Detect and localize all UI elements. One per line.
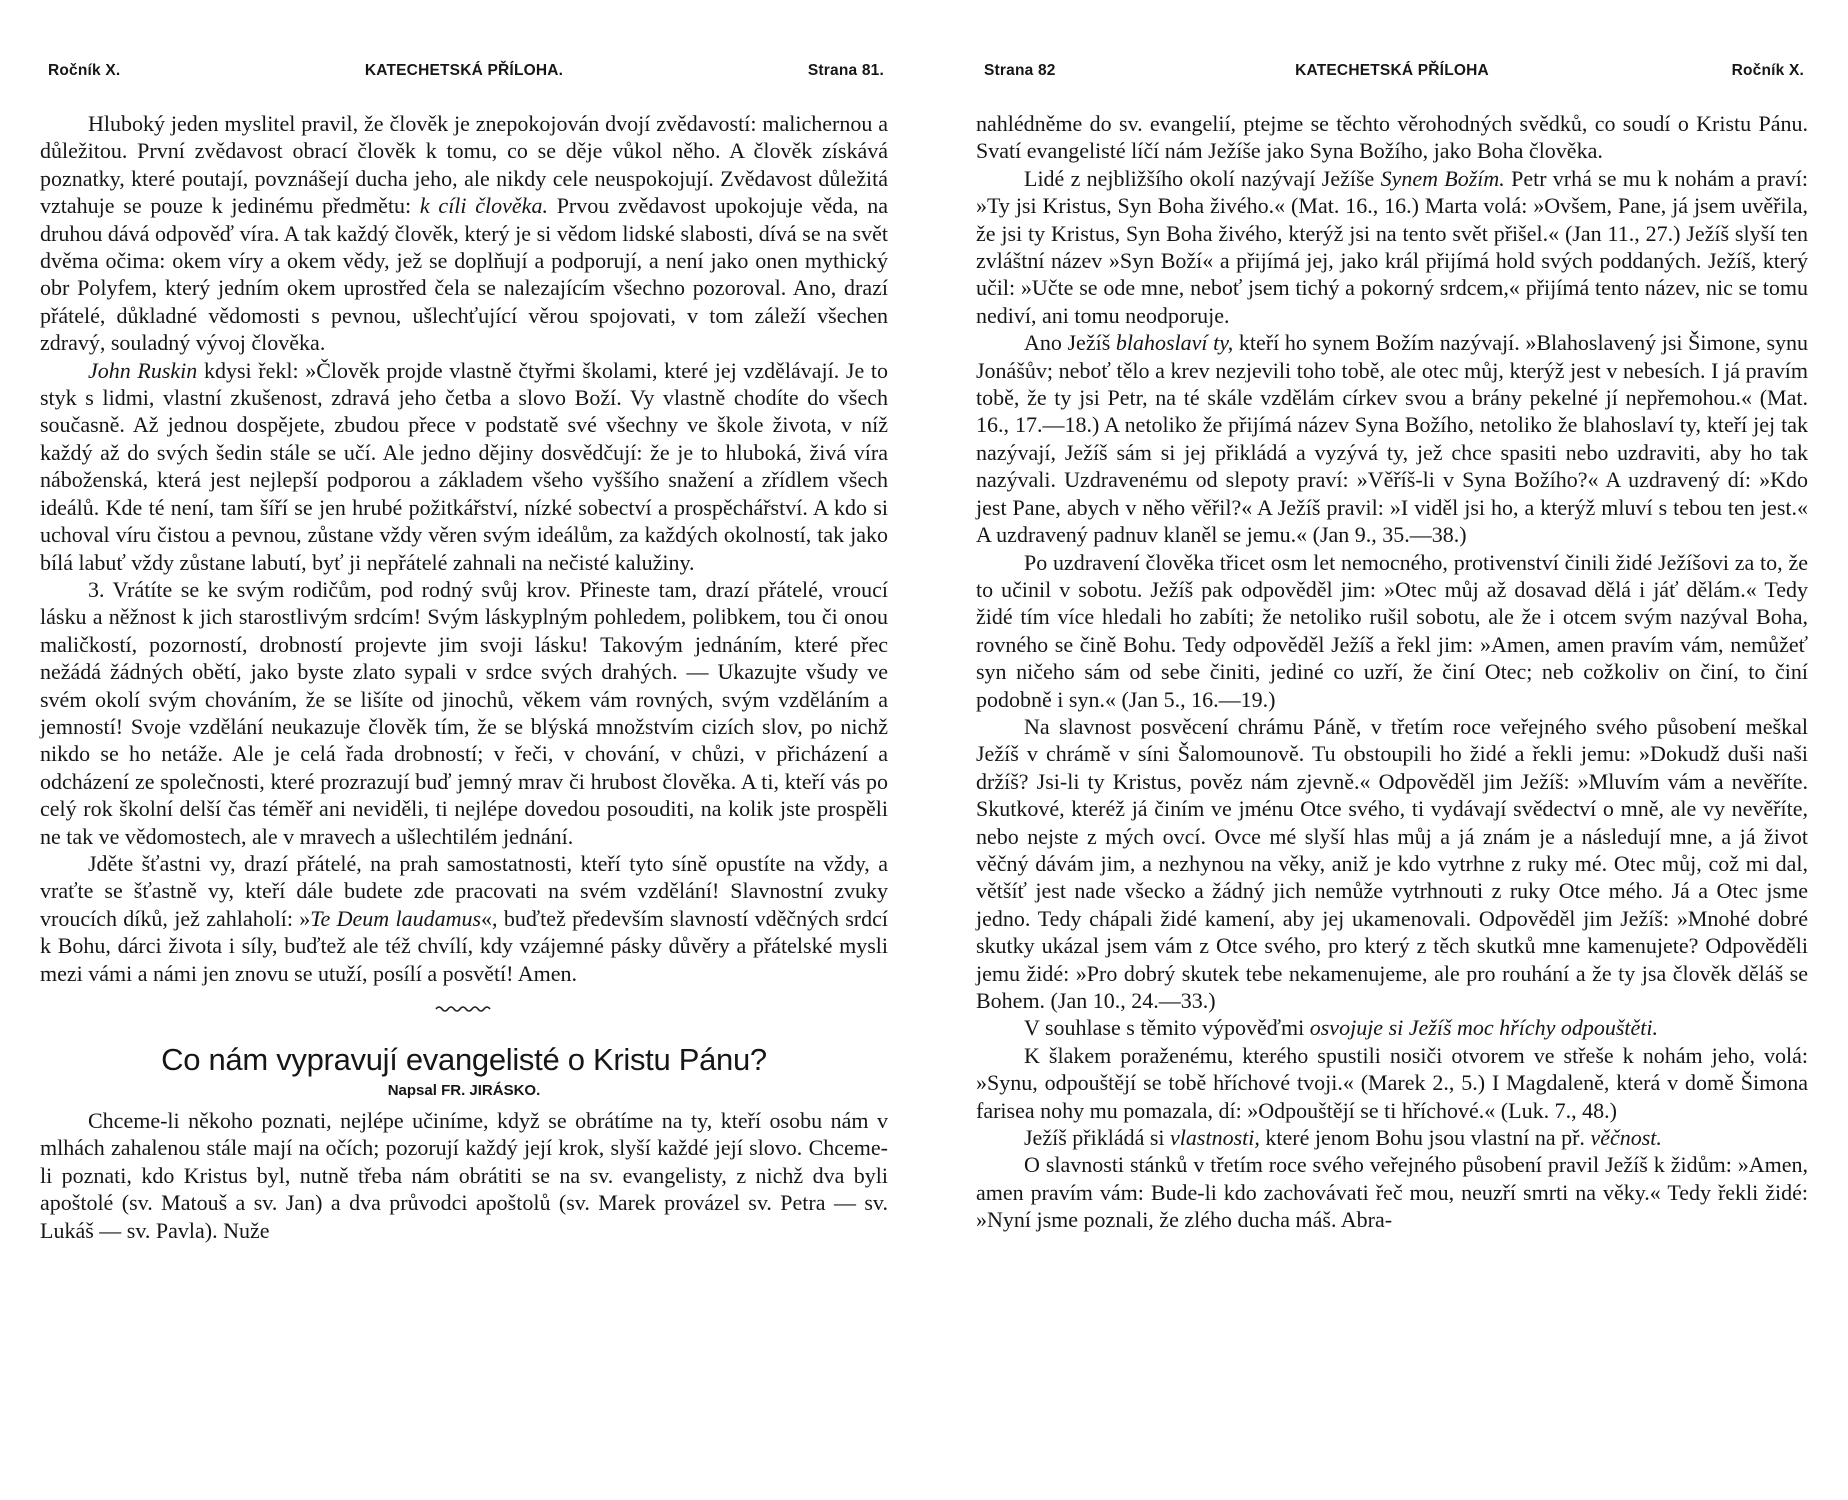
emphasis-run: vlastnosti, xyxy=(1170,1125,1260,1151)
article-byline: Napsal FR. JIRÁSKO. xyxy=(387,1082,541,1099)
text-run: V souhlase s těmito výpověďmi xyxy=(1024,1015,1310,1041)
left-page xyxy=(40,0,888,1500)
paragraph xyxy=(40,850,888,987)
text-run: Ano Ježíš xyxy=(1024,330,1116,356)
text-run: které jenom Bohu jsou vlastní na př. xyxy=(1259,1125,1591,1151)
text-run: kdysi řekl: »Člověk projde vlastně čtyřmi školami, které jej vzdělávají. Je to styk s lidmi, vlastní zkušenost, zdravá jeho četba a slovo Boží. Vy vlastně chodíte do všech současně. Až jednou dospějete, zbudou přece v podstatě své všechny ve škole života, v níž každý až do svých šedin stále se učí. Ale jedno dějiny dosvědčují: že je to hluboká, živá víra náboženská, která jest nejlepší podporou a základem všeho vyššího snažení a zřídlem všech ideálů. Kde té není, tam šíří se jen hrubé požitkářství, nízké sobectví a prospěchářství. A kdo si uchoval víru čistou a pevnou, zůstane vždy věren svým ideálům, za každých okolností, tak jako bílá labuť vždy zůstane labutí, byť ji nepřátelé zahnali na nečisté kalužiny. xyxy=(40,357,888,575)
text-run: Na slavnost posvěcení chrámu Páně, v třetím roce veřejného svého působení meškal Ježíš v chrámě v síni Šalomounově. Tu obstoupili ho židé a řekli jemu: »Dokudž duši naši držíš? Jsi-li ty Kristus, pověz nám zjevně.« Odpověděl jim Ježíš: »Mluvím vám a nevěříte. Skutkové, kteréž já činím ve jménu Otce svého, ti vydávají svědectví o mně, ale vy nevěříte, nebo nejste z mých ovcí. Ovce mé slyší hlas můj a já znám je a následují mne, a já život věčný dávám jim, a nezhynou na věky, aniž je kdo vytrhne z ruky mé. Otec můj, což mi dal, většíť jest nade všecko a žádný jich nemůže vytrhnouti z ruky Otce mého. Já a Otec jsme jedno. Tedy chápali židé kamení, aby jej ukamenovali. Odpověděl jim Ježíš: »Mnohé dobré skutky ukázal jsem vám z Otce svého, pro který z těch skutků mne kamenujete? Odpověděli jemu židé: »Pro dobrý skutek tebe nekamenujeme, ale pro rouhání a že ty jsa člověk děláš se Bohem. (Jan 10., 24.—33.) xyxy=(976,713,1808,1013)
text-run: Po uzdravení člověka třicet osm let nemocného, protivenství činili židé Ježíšovi za to, že to učinil v sobotu. Ježíš pak odpověděl jim: »Otec můj až dosavad dělá i jáť dělám.« Tedy židé tím více hledali ho zabíti; že netoliko rušil sobotu, ale že i otcem svým nazýval Boha, rovného se čině Bohu. Tedy odpověděl Ježíš a řekl jim: »Amen, amen pravím vám, nemůžeť syn ničeho sám od sebe činiti, jediné co uzří, že činí Otec; neb cožkoliv on činí, to činí podobně i syn.« (Jan 5., 16.—19.) xyxy=(976,549,1808,712)
page-number: Strana 81. xyxy=(807,62,884,79)
emphasis-run: Synem Božím. xyxy=(1380,165,1505,191)
page-body xyxy=(40,110,888,1244)
emphasis-run: věčnost. xyxy=(1590,1125,1662,1151)
page-body xyxy=(976,110,1808,1234)
paragraph xyxy=(976,1151,1808,1233)
text-run: Prvou zvědavost upokojuje věda, na druhou dává odpověď víra. A tak každý člověk, který je si vědom lidské slabosti, dívá se na svět dvěma očima: okem víry a okem vědy, jež se doplňují a podporují, a není jako onen mythický obr Polyfem, který jedním okem uprostřed čela se nalezajícím všechno pozoroval. Ano, drazí přátelé, důkladné vědomosti s pevnou, ušlechťující věrou spojovati, v tom záleží všechen zdravý, souladný vývoj člověka. xyxy=(40,193,888,356)
text-run: nahlédněme do sv. evangelií, ptejme se těchto věrohodných svědků, co soudí o Kristu Pánu. Svatí evangelisté líčí nám Ježíše jako Syna Božího, jako Boha člověka. xyxy=(976,111,1808,164)
text-run: «, buďtež především slavností vděčných srdcí k Bohu, dárci života i síly, buďtež ale též chvílí, kdy vzájemné pásky důvěry a přátelské mysli mezi vámi a námi jen znovu se utuží, posílí a posvětí! Amen. xyxy=(40,905,888,986)
emphasis-run: blahoslaví ty, xyxy=(1115,330,1234,356)
paragraph xyxy=(976,329,1808,548)
right-page xyxy=(976,0,1808,1500)
running-header xyxy=(976,62,1808,86)
paragraph xyxy=(976,1014,1808,1041)
paragraph xyxy=(976,1124,1808,1151)
journal-title: KATECHETSKÁ PŘÍLOHA. xyxy=(364,62,564,79)
text-run: Ježíš přikládá si xyxy=(1024,1125,1171,1151)
text-run: Lidé z nejbližšího okolí nazývají Ježíše xyxy=(1024,165,1381,191)
text-run: 3. Vrátíte se ke svým rodičům, pod rodný svůj krov. Přineste tam, drazí přátelé, vroucí lásku a něžnost k jich starostlivým srdcím! Svým láskyplným pohledem, polibkem, tou či onou maličkostí, pozorností, drobností projevte jim svoji lásku! Takovým jednáním, které přec nežádá žádných obětí, jako byste zlato sypali v srdce svých drahých. — Ukazujte všudy ve svém okolí svým chováním, že se lišíte od jinochů, věkem vám rovných, svým vzděláním a jemností! Svoje vzdělání neukazuje člověk tím, že se blýská množstvím cizích slov, po nichž nikdo se ho netáže. Ale je celá řada drobností; v řeči, v chování, v chůzi, v přicházení a odcházení ze společnosti, které prozrazují buď jemný mrav či hrubost člověka. A ti, kteří vás po celý rok školní delší čas téměř ani neviděli, ti nejlépe dovedou posouditi, na kolik jste prospěli ne tak ve vědomostech, ale v mravech a ušlechtilém jednání. xyxy=(40,576,888,849)
text-run: kteří ho synem Božím nazývají. »Blahoslavený jsi Šimone, synu Jonášův; neboť tělo a krev nezjevili toho tobě, ale otec můj, kterýž jest v nebesích. I já pravím tobě, že ty jsi Petr, na té skále vzdělám církev svou a brány pekelné jí nepřemohou.« (Mat. 16., 17.—18.) A netoliko že přijímá název Syna Božího, netoliko že blahoslaví ty, kteří jej tak nazývají, Ježíš sám si jej přikládá a vyzývá ty, jež chce spasiti nebo uzdraviti, aby ho tak nazývali. Uzdravenému od slepoty praví: »Věříš-li v Syna Božího?« A uzdravený dí: »Kdo jest Pane, abych v něho věřil?« A Ježíš pravil: »I viděl jsi ho, a kterýž mluví s tebou ten jest.« A uzdravený padnuv klaněl se jemu.« (Jan 9., 35.—38.) xyxy=(976,330,1809,548)
article-title: Co nám vypravují evangelisté o Kristu Pánu? xyxy=(161,1042,767,1077)
volume-label: Ročník X. xyxy=(1731,62,1804,79)
emphasis-run: John Ruskin xyxy=(88,357,198,383)
text-run: Hluboký jeden myslitel pravil, že člověk je znepokojován dvojí zvědavostí: malichernou a důležitou. První zvědavost obrací člověk k tomu, co se děje vůkol něho. A člověk získává poznatky, které poutají, povznášejí ducha jeho, ale nikdy cele neuspokojují. Zvědavost důležitá vztahuje se pouze k jedinému předmětu: xyxy=(40,111,888,219)
paragraph xyxy=(976,165,1808,329)
text-run: O slavnosti stánků v třetím roce svého veřejného působení pravil Ježíš k židům: »Amen, amen pravím vám: Bude-li kdo zachovávati řeč mou, neuzří smrti na věky.« Tedy řekli židé: »Nyní jsme poznali, že zlého ducha máš. Abra- xyxy=(976,1152,1808,1233)
running-header xyxy=(40,62,888,86)
paragraph xyxy=(40,110,888,357)
emphasis-run: k cíli člověka. xyxy=(419,193,548,219)
volume-label: Ročník X. xyxy=(48,62,121,79)
paragraph xyxy=(976,1042,1808,1124)
paragraph xyxy=(976,713,1808,1014)
emphasis-run: Te Deum laudamus xyxy=(310,905,482,931)
paragraph xyxy=(40,357,888,576)
section-divider-ornament xyxy=(40,987,888,1031)
article-intro-paragraph: Chceme-li někoho poznati, nejlépe učiníme, když se obrátíme na ty, kteří osobu nám v mlhách zahalenou stále mají na očích; pozorují každý její krok, slyší každé její slovo. Chceme-li poznati, kdo Kristus byl, nutně třeba nám obrátiti se na sv. evangelisty, z nichž dva byli apoštolé (sv. Matouš a sv. Jan) a dva průvodci apoštolů (sv. Marek provázel sv. Petra — sv. Lukáš — sv. Pavla). Nuže xyxy=(40,1108,888,1243)
page-number: Strana 82 xyxy=(984,62,1056,79)
text-run: Jděte šťastni vy, drazí přátelé, na prah samostatnosti, kteří tyto síně opustíte na vždy, a vraťte se šťastně vy, kteří dále budete zde pracovati na svém vzdělání! Slavnostní zvuky vroucích díků, jež zahlaholí: » xyxy=(40,850,888,931)
paragraph xyxy=(40,576,888,850)
journal-title: KATECHETSKÁ PŘÍLOHA xyxy=(1295,62,1489,79)
paragraph-continued xyxy=(976,110,1808,165)
text-run: K šlakem poraženému, kterého spustili nosiči otvorem ve střeše k nohám jeho, volá: »Synu, odpouštějí se tobě hříchové tvoji.« (Marek 2., 5.) I Magdaleně, která v domě Šimona farisea nohy mu pomazala, dí: »Odpouštějí se ti hříchové.« (Luk. 7., 48.) xyxy=(976,1042,1808,1123)
wavy-rule-icon xyxy=(434,1004,494,1014)
paragraph xyxy=(976,549,1808,713)
text-run: Petr vrhá se mu k nohám a praví: »Ty jsi Kristus, Syn Boha živého.« (Mat. 16., 16.) Marta volá: »Ovšem, Pane, já jsem uvěřila, že jsi ty Kristus, Syn Boha živého, kterýž jsi na tento svět přišel.« (Jan 11., 27.) Ježíš slyší ten zvláštní název »Syn Boží« a přijímá jej, jako král přijímá hold svých poddaných. Ježíš, který učil: »Učte se ode mne, neboť jsem tichý a pokorný srdcem,« přijímá tento název, nic se tomu nediví, ani tomu neodporuje. xyxy=(976,165,1808,328)
emphasis-run: osvojuje si Ježíš moc hříchy odpouštěti. xyxy=(1309,1015,1659,1041)
